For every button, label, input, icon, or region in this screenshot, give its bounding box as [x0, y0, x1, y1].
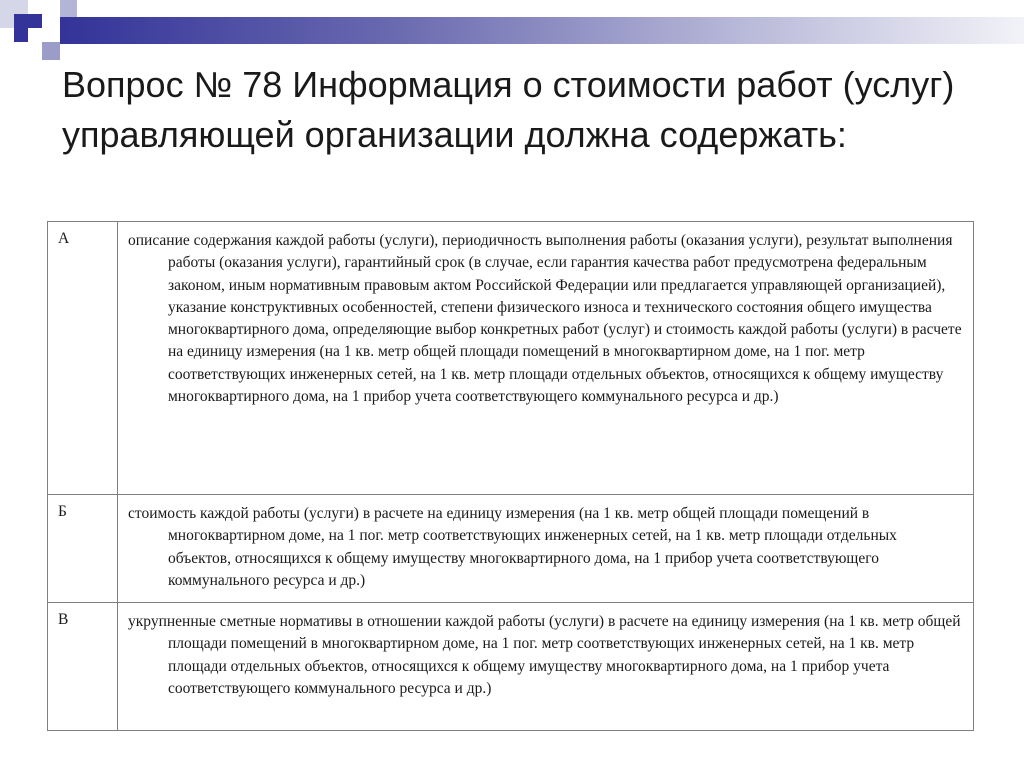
slide-title: Вопрос № 78 Информация о стоимости работ (услуг) управляющей организации должна содержать:: [62, 64, 955, 155]
table-row: [48, 222, 974, 495]
header-gradient-bar: [60, 17, 1024, 44]
option-text: укрупненные сметные нормативы в отношении каждой работы (услуги) в расчете на единицу измерения (на 1 кв. метр общей площади помещений в многоквартирном доме, на 1 пог. метр соответствующих инженерных сетей, на 1 кв. метр площади отдельных объектов, относящихся к общему имуществу многоквартирного дома, на 1 прибор учета соответствующего коммунального ресурса и др.): [128, 613, 961, 698]
option-letter: Б: [48, 495, 118, 603]
table-row: [48, 495, 974, 603]
option-text: стоимость каждой работы (услуги) в расчете на единицу измерения (на 1 кв. метр общей площади помещений в многоквартирном доме, на 1 пог. метр соответствующих инженерных сетей, на 1 кв. метр площади отдельных объектов, относящихся к общему имуществу многоквартирного дома, на 1 прибор учета соответствующего коммунального ресурса и др.): [128, 505, 897, 589]
decor-square: [28, 28, 42, 42]
option-text-cell: [118, 222, 974, 495]
option-text: описание содержания каждой работы (услуги), периодичность выполнения работы (оказания услуги), результат выполнения работы (оказания услуги), гарантийный срок (в случае, если гарантия качества работ предусмотрена федеральным законом, иным нормативным правовым актом Российской Федерации или предлагается управляющей организацией), указание конструктивных особенностей, степени физического износа и технического состояния общего имущества многоквартирного дома, определяющие выбор конкретных работ (услуг) и стоимость каждой работы (услуги) в расчете на единицу измерения (на 1 кв. метр общей площади помещений в многоквартирном доме, на 1 пог. метр соответствующих инженерных сетей, на 1 кв. метр площади отдельных объектов, относящихся к общему имуществу многоквартирного дома, на 1 прибор учета соответствующего коммунального ресурса и др.): [128, 232, 962, 406]
option-text-cell: [118, 603, 974, 731]
decor-square: [42, 42, 60, 60]
option-letter: А: [48, 222, 118, 495]
option-letter: В: [48, 603, 118, 731]
answers-table: [47, 221, 974, 731]
option-text-cell: [118, 495, 974, 603]
table-row: [48, 603, 974, 731]
decor-square: [60, 0, 77, 17]
